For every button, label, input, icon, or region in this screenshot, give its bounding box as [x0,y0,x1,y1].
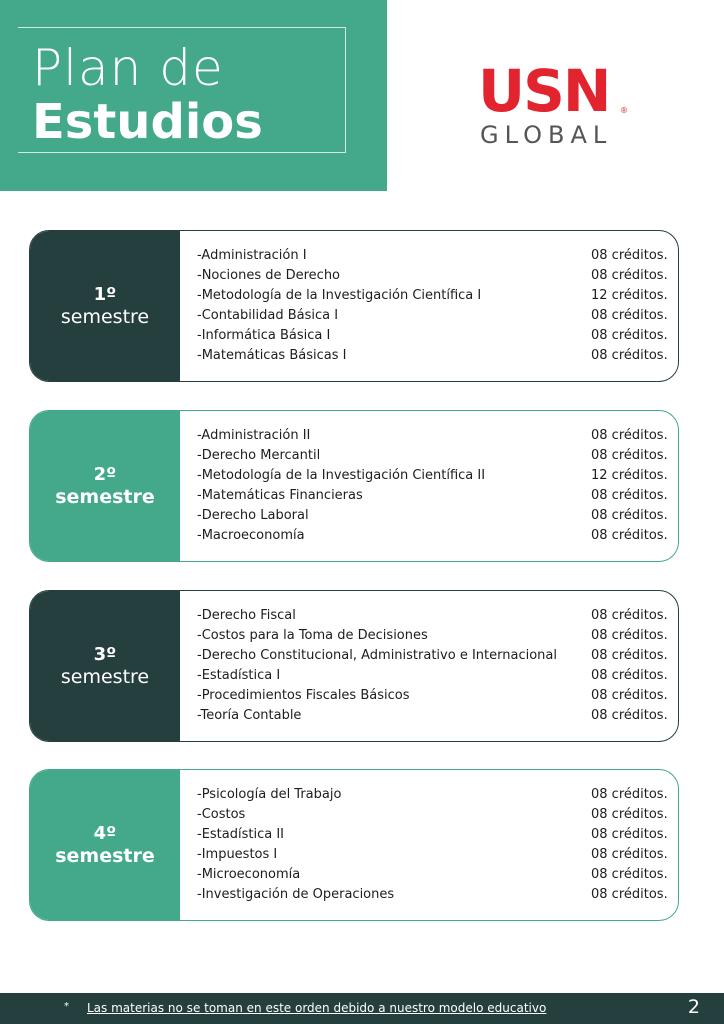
course-credits: 08 créditos. [591,427,668,443]
semester-card-3 [29,590,679,742]
course-name: -Microeconomía [197,866,301,882]
course-list [197,784,669,904]
course-name: -Nociones de Derecho [197,267,341,283]
course-item [197,804,669,824]
semester-label-1 [30,231,180,381]
course-credits: 08 créditos. [591,487,668,503]
semester-word: semestre [60,666,150,688]
course-credits: 08 créditos. [591,806,668,822]
course-item [197,465,669,485]
course-name: -Impuestos I [197,846,278,862]
semester-card-1 [29,230,679,382]
course-credits: 08 créditos. [591,846,668,862]
footer-bar [0,993,724,1024]
course-name: -Derecho Fiscal [197,607,296,623]
semester-label-4 [30,770,180,920]
header-banner [0,0,387,191]
course-name: -Procedimientos Fiscales Básicos [197,687,410,703]
course-item [197,265,669,285]
semester-number: 4º [93,823,117,844]
course-item [197,625,669,645]
course-credits: 08 créditos. [591,627,668,643]
course-name: -Informática Básica I [197,327,331,343]
course-credits: 08 créditos. [591,267,668,283]
course-item [197,884,669,904]
course-credits: 08 créditos. [591,527,668,543]
semester-label-3 [30,591,180,741]
semester-word: semestre [55,486,155,508]
course-name: -Macroeconomía [197,527,305,543]
course-name: -Metodología de la Investigación Científica II [197,467,486,483]
course-name: -Teoría Contable [197,707,302,723]
course-credits: 08 créditos. [591,347,668,363]
semester-number: 1º [93,284,117,305]
course-item [197,425,669,445]
course-credits: 08 créditos. [591,707,668,723]
course-item [197,505,669,525]
course-name: -Estadística I [197,667,281,683]
course-credits: 12 créditos. [591,287,668,303]
page-title-line1: Plan de [32,39,224,97]
course-credits: 08 créditos. [591,687,668,703]
course-credits: 08 créditos. [591,886,668,902]
course-name: -Derecho Constitucional, Administrativo e Internacional [197,647,557,663]
course-name: -Derecho Mercantil [197,447,321,463]
course-name: -Administración I [197,247,307,263]
course-credits: 08 créditos. [591,786,668,802]
course-credits: 08 créditos. [591,247,668,263]
course-list [197,605,669,725]
course-name: -Psicología del Trabajo [197,786,342,802]
course-item [197,345,669,365]
course-item [197,705,669,725]
footnote-text: Las materias no se toman en este orden debido a nuestro modelo educativo [87,1001,547,1015]
footnote-marker: * [64,1001,69,1012]
course-name: -Matemáticas Básicas I [197,347,347,363]
semester-label-2 [30,411,180,561]
course-name: -Investigación de Operaciones [197,886,395,902]
course-credits: 12 créditos. [591,467,668,483]
course-item [197,844,669,864]
semester-card-2 [29,410,679,562]
course-item [197,665,669,685]
course-credits: 08 créditos. [591,866,668,882]
semester-word: semestre [55,845,155,867]
logo-sub-text: GLOBAL [480,121,613,149]
course-item [197,824,669,844]
course-credits: 08 créditos. [591,667,668,683]
course-item [197,784,669,804]
course-name: -Contabilidad Básica I [197,307,339,323]
course-credits: 08 créditos. [591,327,668,343]
course-item [197,605,669,625]
course-name: -Estadística II [197,826,285,842]
logo-registered-mark: ® [620,106,628,115]
course-item [197,485,669,505]
course-item [197,685,669,705]
course-credits: 08 créditos. [591,447,668,463]
usn-global-logo [478,57,628,152]
course-item [197,445,669,465]
semester-number: 3º [93,644,117,665]
course-credits: 08 créditos. [591,826,668,842]
course-item [197,305,669,325]
course-name: -Administración II [197,427,311,443]
course-item [197,285,669,305]
course-name: -Derecho Laboral [197,507,309,523]
course-item [197,864,669,884]
course-name: -Costos [197,806,246,822]
semester-word: semestre [60,306,150,328]
page-title-line2: Estudios [32,94,263,150]
course-list [197,425,669,545]
course-name: -Costos para la Toma de Decisiones [197,627,428,643]
page-number: 2 [687,996,700,1018]
course-item [197,525,669,545]
semester-number: 2º [93,464,117,485]
course-name: -Metodología de la Investigación Científica I [197,287,482,303]
course-list [197,245,669,365]
course-credits: 08 créditos. [591,507,668,523]
course-credits: 08 créditos. [591,647,668,663]
course-item [197,645,669,665]
course-credits: 08 créditos. [591,307,668,323]
logo-brand-text: USN [478,57,610,125]
course-credits: 08 créditos. [591,607,668,623]
course-item [197,325,669,345]
semester-card-4 [29,769,679,921]
course-name: -Matemáticas Financieras [197,487,363,503]
course-item [197,245,669,265]
